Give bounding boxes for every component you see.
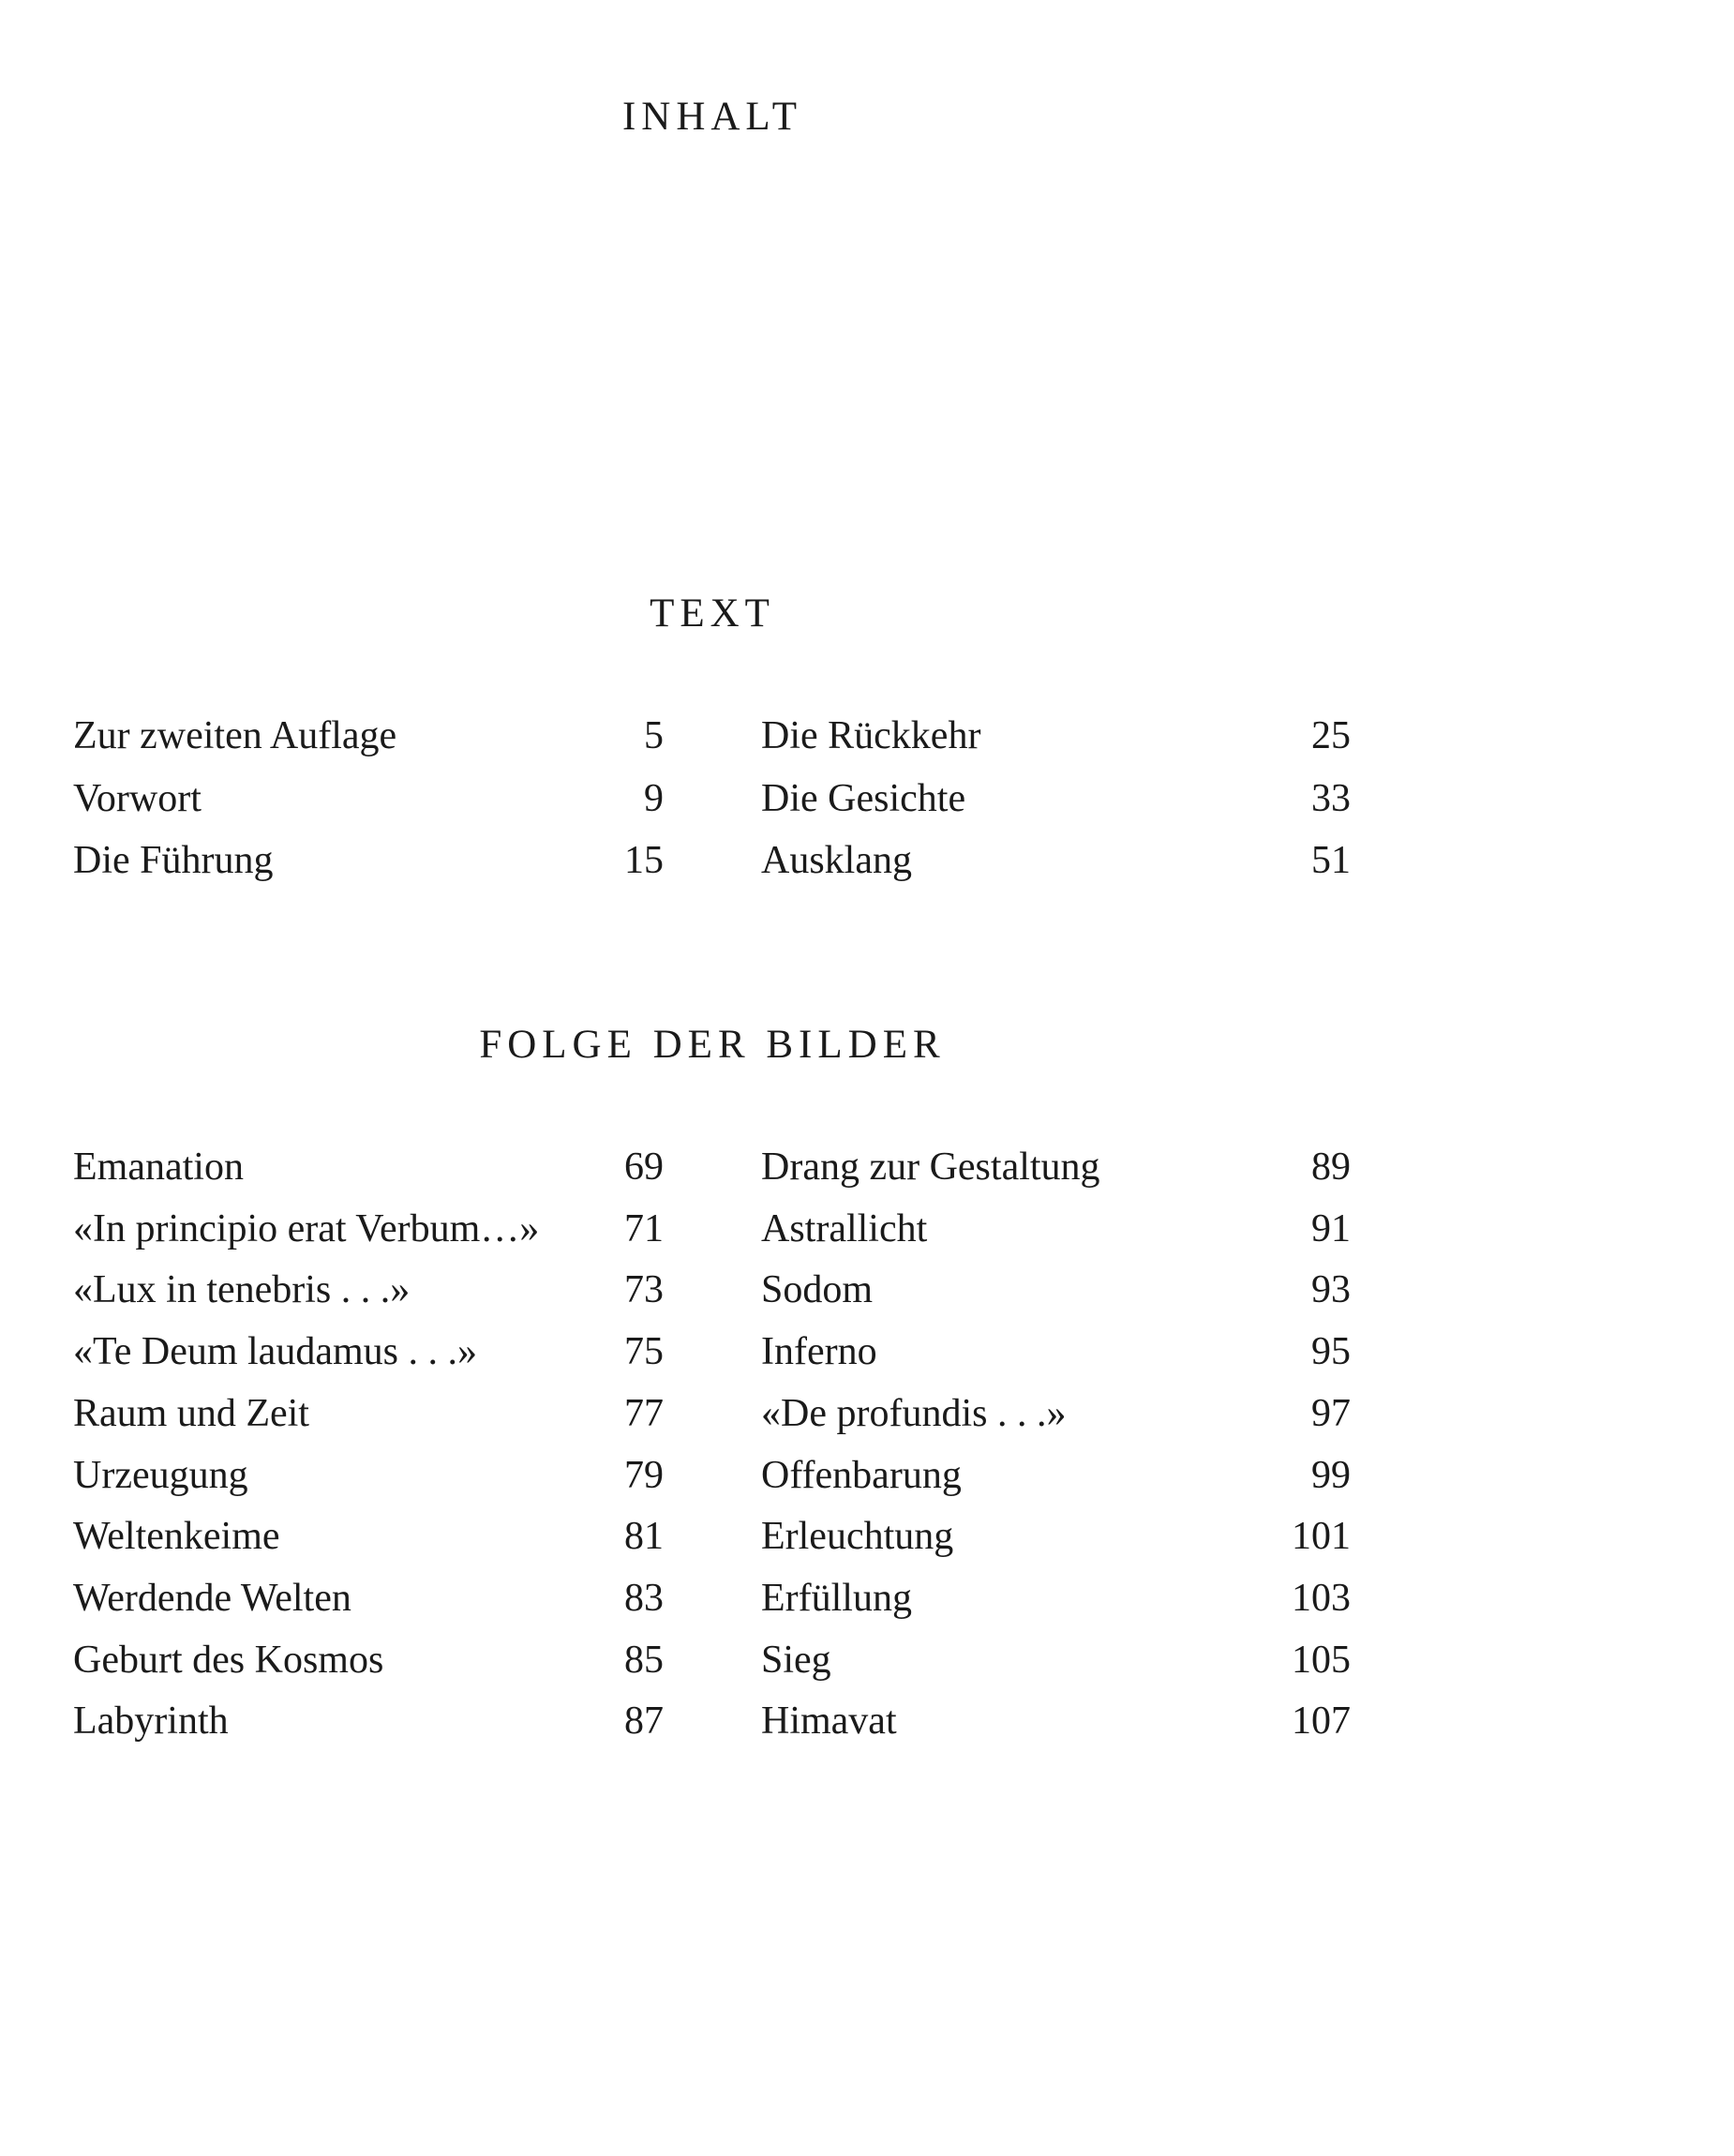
section-heading-bilder: FOLGE DER BILDER bbox=[479, 1023, 946, 1067]
toc-entry-title: Sodom bbox=[761, 1268, 874, 1312]
toc-entry-page: 71 bbox=[624, 1206, 664, 1250]
toc-entry-title: «De profundis . . .» bbox=[761, 1391, 1067, 1435]
toc-entry-title: Ausklang bbox=[761, 839, 912, 882]
toc-entry-title: Sieg bbox=[761, 1638, 831, 1682]
toc-entry bbox=[761, 771, 1351, 827]
toc-entry bbox=[73, 1447, 664, 1504]
toc-entry-title: Astrallicht bbox=[761, 1206, 928, 1250]
toc-entry-title: Inferno bbox=[761, 1330, 877, 1374]
toc-entry bbox=[761, 1324, 1351, 1380]
toc-entry bbox=[73, 1139, 664, 1195]
toc-entry bbox=[73, 1693, 664, 1749]
toc-entry bbox=[761, 1262, 1351, 1318]
toc-entry-page: 87 bbox=[624, 1699, 664, 1744]
toc-entry-title: Emanation bbox=[73, 1145, 244, 1189]
toc-entry-page: 103 bbox=[1292, 1576, 1351, 1620]
toc-entry bbox=[73, 1570, 664, 1626]
toc-entry bbox=[73, 1201, 664, 1257]
toc-entry bbox=[761, 1632, 1351, 1688]
toc-entry bbox=[73, 1632, 664, 1688]
toc-entry-title: Werdende Welten bbox=[73, 1576, 351, 1620]
toc-entry bbox=[73, 1262, 664, 1318]
toc-entry bbox=[761, 1139, 1351, 1195]
toc-entry-page: 83 bbox=[624, 1576, 664, 1620]
toc-entry-page: 99 bbox=[1311, 1453, 1351, 1497]
toc-entry-title: Erfüllung bbox=[761, 1576, 912, 1620]
toc-entry-page: 95 bbox=[1311, 1330, 1351, 1374]
toc-entry-title: Die Führung bbox=[73, 839, 274, 882]
toc-entry-title: «In principio erat Verbum…» bbox=[73, 1206, 540, 1250]
toc-entry-page: 73 bbox=[624, 1268, 664, 1312]
toc-entry bbox=[761, 1570, 1351, 1626]
toc-entry bbox=[73, 1385, 664, 1442]
toc-entry-title: Geburt des Kosmos bbox=[73, 1638, 384, 1682]
toc-entry-title: Vorwort bbox=[73, 776, 202, 820]
section-heading-text: TEXT bbox=[650, 591, 775, 636]
toc-entry-title: Die Gesichte bbox=[761, 776, 966, 820]
toc-entry bbox=[761, 1693, 1351, 1749]
toc-entry bbox=[73, 771, 664, 827]
toc-entry-page: 101 bbox=[1292, 1515, 1351, 1559]
toc-entry-title: Offenbarung bbox=[761, 1453, 962, 1497]
toc-entry-page: 85 bbox=[624, 1638, 664, 1682]
toc-entry-title: «Lux in tenebris . . .» bbox=[73, 1268, 411, 1312]
toc-entry-page: 69 bbox=[624, 1145, 664, 1189]
page-title: INHALT bbox=[621, 95, 803, 139]
toc-entry-title: Weltenkeime bbox=[73, 1515, 280, 1559]
toc-entry-page: 9 bbox=[644, 776, 664, 820]
toc-entry-page: 77 bbox=[624, 1391, 664, 1435]
toc-entry bbox=[761, 1447, 1351, 1504]
toc-entry bbox=[761, 1508, 1351, 1565]
toc-entry bbox=[73, 1508, 664, 1565]
toc-entry-page: 107 bbox=[1292, 1699, 1351, 1744]
toc-entry-title: Himavat bbox=[761, 1699, 897, 1744]
toc-entry bbox=[761, 832, 1351, 889]
toc-entry bbox=[73, 708, 664, 764]
toc-entry-title: Labyrinth bbox=[73, 1699, 229, 1744]
toc-entry-title: Drang zur Gestaltung bbox=[761, 1145, 1100, 1189]
toc-entry-page: 75 bbox=[624, 1330, 664, 1374]
toc-entry-page: 79 bbox=[624, 1453, 664, 1497]
toc-entry-page: 51 bbox=[1311, 839, 1351, 882]
toc-entry-page: 105 bbox=[1292, 1638, 1351, 1682]
toc-entry-page: 81 bbox=[624, 1515, 664, 1559]
toc-entry bbox=[761, 1385, 1351, 1442]
toc-entry-title: Die Rückkehr bbox=[761, 714, 981, 757]
toc-entry-title: «Te Deum laudamus . . .» bbox=[73, 1330, 477, 1374]
toc-entry-page: 5 bbox=[644, 714, 664, 757]
toc-entry bbox=[761, 708, 1351, 764]
toc-entry-page: 93 bbox=[1311, 1268, 1351, 1312]
toc-entry-page: 25 bbox=[1311, 714, 1351, 757]
toc-entry-page: 97 bbox=[1311, 1391, 1351, 1435]
toc-entry-title: Erleuchtung bbox=[761, 1515, 954, 1559]
toc-entry-page: 33 bbox=[1311, 776, 1351, 820]
toc-entry bbox=[73, 1324, 664, 1380]
toc-entry bbox=[761, 1201, 1351, 1257]
toc-entry-page: 89 bbox=[1311, 1145, 1351, 1189]
toc-entry-page: 91 bbox=[1311, 1206, 1351, 1250]
toc-entry-title: Raum und Zeit bbox=[73, 1391, 309, 1435]
toc-entry-page: 15 bbox=[624, 839, 664, 882]
toc-entry bbox=[73, 832, 664, 889]
toc-entry-title: Zur zweiten Auflage bbox=[73, 714, 397, 757]
toc-entry-title: Urzeugung bbox=[73, 1453, 248, 1497]
